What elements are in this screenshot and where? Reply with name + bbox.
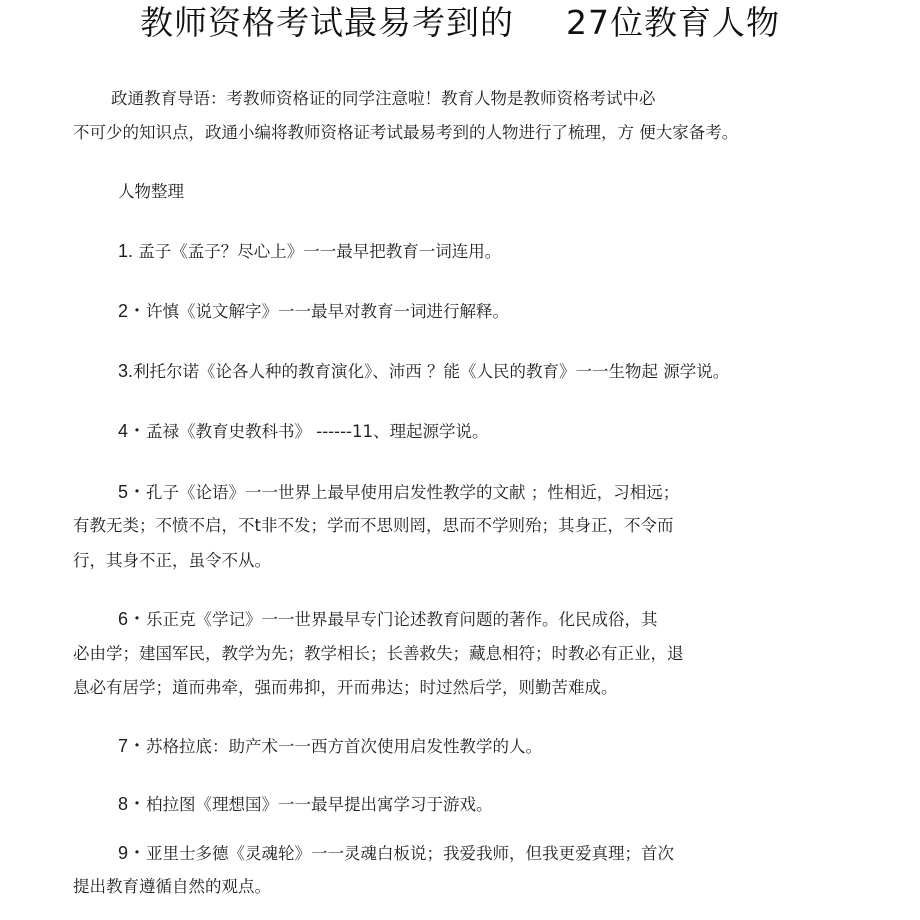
- item-text: 孟子《孟子？尽心上》一一最早把教育一词连用。: [138, 242, 502, 261]
- title-part-1: 教师资格考试最易考到的: [140, 3, 514, 42]
- list-item: [118, 608, 658, 631]
- item-number: 8・: [118, 794, 147, 814]
- section-heading: 人物整理: [118, 182, 184, 201]
- intro-line-1: 政通教育导语：考教师资格证的同学注意啦！教育人物是教师资格考试中必: [111, 89, 656, 108]
- item-text: 柏拉图《理想国》一一最早提出寓学习于游戏。: [146, 795, 493, 814]
- item-number: 5・: [118, 482, 147, 502]
- document-title: [0, 2, 920, 44]
- item-number: 1.: [118, 241, 134, 261]
- item-text: 亚里士多德《灵魂轮》一一灵魂白板说；我爱我师，但我更爱真理；首次: [146, 844, 675, 863]
- intro-line-2: 不可少的知识点，政通小编将教师资格证考试最易考到的人物进行了梳理，方 便大家备考。: [73, 123, 739, 142]
- list-item: [118, 842, 674, 865]
- item-continuation: 有教无类；不愤不启，不t非不发；学而不思则罔，思而不学则殆；其身正，不令而: [73, 516, 674, 535]
- item-number: 6・: [118, 609, 147, 629]
- item-text: 乐正克《学记》一一世界最早专门论述教育问题的著作。化民成俗，其: [146, 610, 658, 629]
- item-text: 孔子《论语》一一世界上最早使用启发性教学的文献 ；性相近，习相远；: [146, 483, 680, 502]
- item-text: 苏格拉底：助产术一一西方首次使用启发性教学的人。: [146, 737, 543, 756]
- item-text: 利托尔诺《论各人种的教育演化》、沛西 ？能《人民的教育》一一生物起 源学说。: [133, 362, 730, 381]
- list-item: [118, 360, 729, 383]
- title-part-2: 27位教育人物: [566, 3, 780, 42]
- item-text: 许慎《说文解字》一一最早对教育一词进行解释。: [146, 302, 510, 321]
- item-continuation: 提出教育遵循自然的观点。: [73, 877, 271, 896]
- item-number: 4・: [118, 421, 147, 441]
- item-number: 9・: [118, 843, 147, 863]
- list-item: [118, 793, 493, 816]
- item-number: 3.: [118, 361, 134, 381]
- list-item: [118, 735, 542, 758]
- item-continuation: 行，其身不正，虽令不从。: [73, 551, 271, 570]
- list-item: [118, 300, 509, 323]
- list-item: [118, 481, 679, 504]
- item-number: 2・: [118, 301, 147, 321]
- item-text: 孟禄《教育史教科书》 ------11、理起源学说。: [146, 422, 489, 441]
- list-item: [118, 420, 488, 443]
- list-item: [118, 240, 501, 263]
- item-continuation: 必由学；建国军民，教学为先；教学相长；长善救失；藏息相符；时教必有正业，退: [73, 644, 684, 663]
- item-continuation: 息必有居学；道而弗牵，强而弗抑，开而弗达；时过然后学，则勤苦难成。: [73, 678, 618, 697]
- item-number: 7・: [118, 736, 147, 756]
